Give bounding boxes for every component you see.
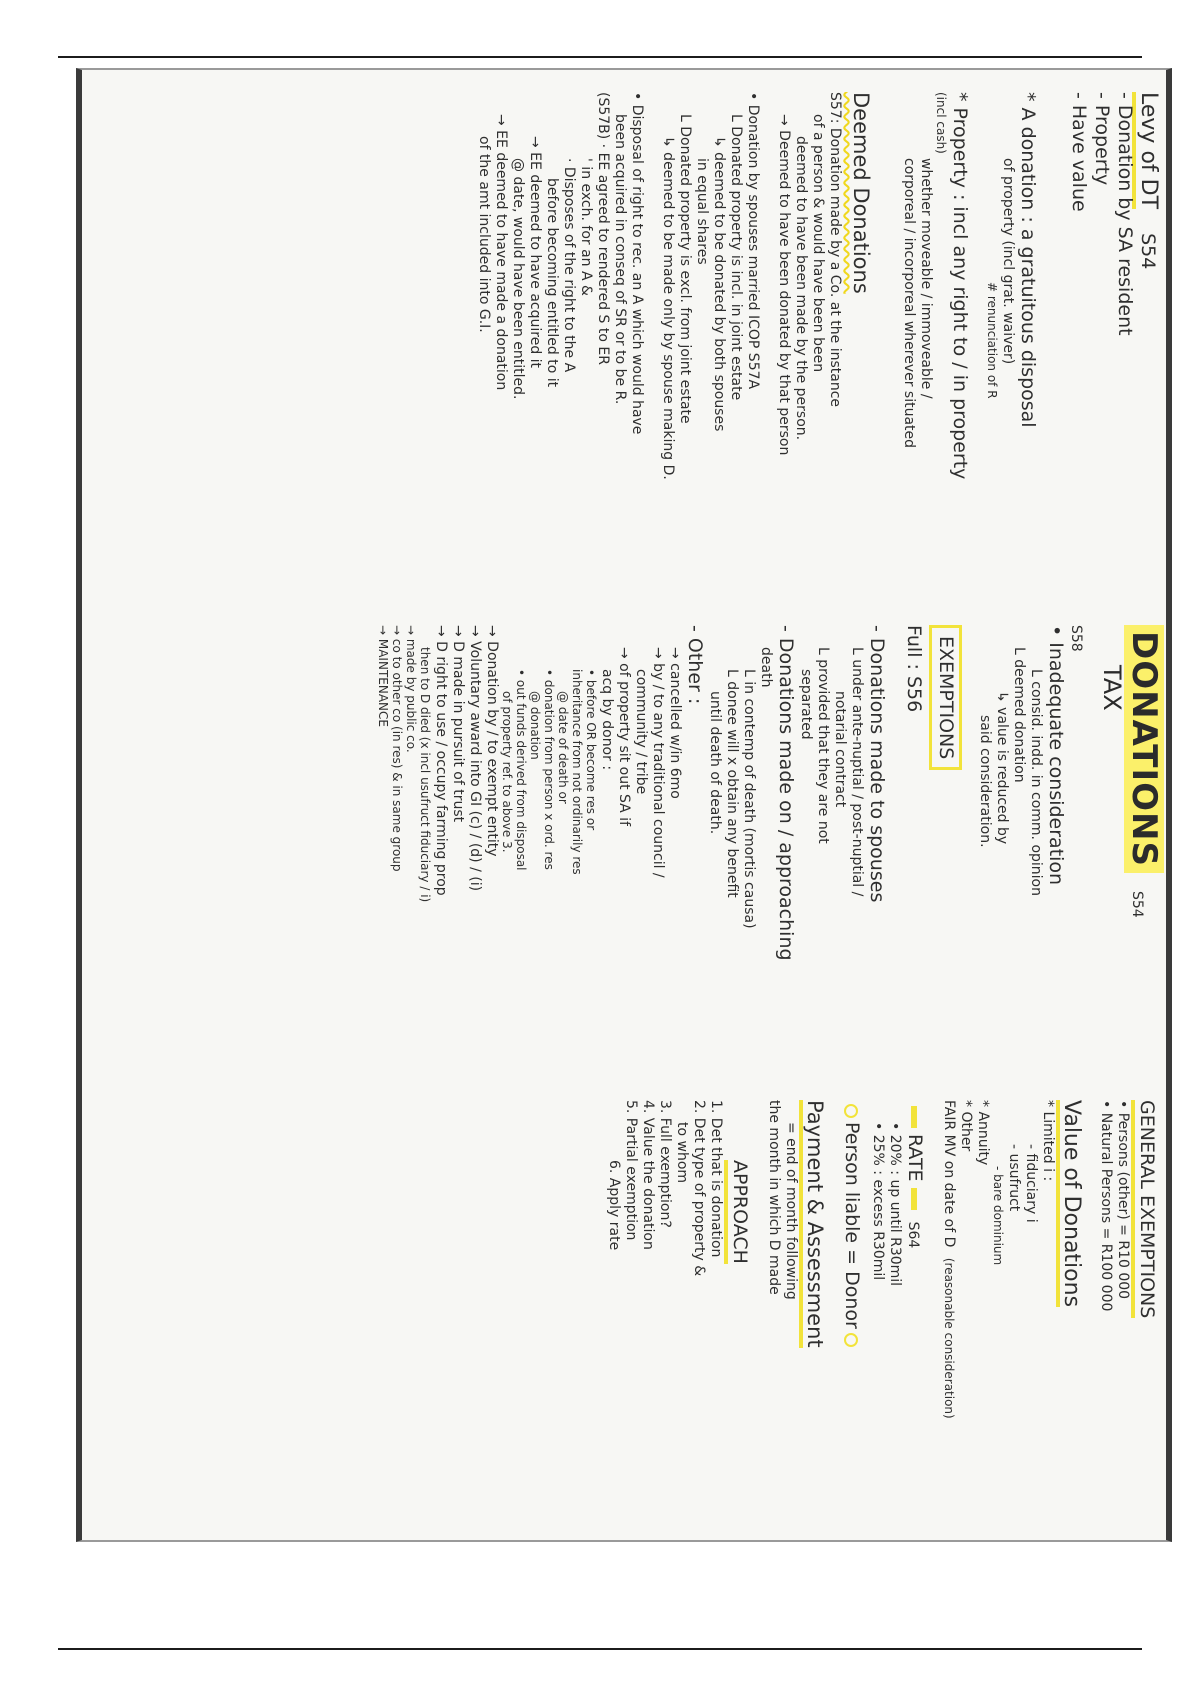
donation-def-line-1: * A donation : a gratuitous disposal [1017,92,1039,428]
rate-line-2: • 25% : excess R30mil [870,1122,886,1281]
notes-column-middle [376,625,1166,1085]
disposal-line-6: before becoming entitled to it [544,178,560,388]
exempt-other-12: of property ref. to above 3. [500,691,514,853]
spouses-line-6: ↳ deemed to be made only by spouse making D. [660,136,676,480]
page-bottom-rule [58,1648,1142,1650]
disposal-line-1: • Disposal of right to rec. an A which would have [629,92,645,435]
exempt-spouses-4: L provided that they are not [815,647,831,844]
general-exemption-2: • Natural Persons = R100 000 [1098,1100,1114,1312]
exempt-death-1: - Donations made on / approaching [775,625,797,961]
page-subtitle: TAX [1098,665,1126,711]
value-limited: * Limited i : [1040,1100,1056,1182]
disposal-line-4: ' in exch. for an A & [578,158,594,296]
inadequate-line-4: ↳ value is reduced by [994,691,1010,845]
property-def-line-3: corporeal / incorporeal wherever situated [901,158,917,449]
approach-step-1: 1. Det that is donation [708,1100,724,1258]
levy-heading-row [1136,92,1160,612]
approach-step-4: 4. Value the donation [640,1100,656,1250]
exempt-other-2: → by / to any traditional council / [650,647,666,878]
value-fmv-row [940,1100,957,1520]
general-exemption-1: • Persons (other) = R10 000 [1115,1100,1131,1300]
payment-line-1: = end of month following [783,1122,799,1300]
s57-line-4: → Deemed to have been donated by that person [776,114,792,456]
value-fmv: FAIR MV on date of D [941,1100,957,1248]
exemptions-heading: EXEMPTIONS [929,625,962,770]
exempt-other-6: • before OR become res or [584,669,598,831]
rate-label: RATE [904,1134,926,1182]
disposal-line-9: → EE deemed to have made a donation [493,114,509,391]
rate-ref: S64 [905,1221,921,1249]
exempt-other-5: acq by donor : [599,669,615,771]
exempt-death-5: until death of death. [707,691,723,835]
inadequate-ref: S58 [1068,625,1084,652]
spouses-line-4: in equal shares [694,158,710,265]
exempt-other-3: community / tribe [633,669,649,795]
disposal-line-2: been acquired in conseq of SR or to be R. [612,114,628,405]
exempt-spouses-3: notarial contract [832,691,848,808]
rate-line-1: • 20% : up until R30mil [887,1122,903,1287]
inadequate-line-2: L consid. indd. in comm. opinion [1028,669,1044,896]
disposal-line-5: · Disposes of the right to the A [561,158,577,373]
exempt-other-1: → cancelled w/in 6mo [667,647,683,799]
donation-def-line-2: of property (incl grat. waiver) [1000,158,1016,365]
payment-heading: Payment & Assessment [799,1100,826,1348]
title-row [1126,625,1162,1085]
exempt-other-20: → MAINTENANCE [376,625,390,727]
exempt-death-2: death [758,647,774,688]
exempt-other-9: • donation from person x ord. res [542,669,556,870]
approach-step-6: 6. Apply rate [606,1160,622,1251]
exempt-other-10: @ donation [528,691,542,760]
exempt-other-8: @ date of death or [556,691,570,804]
exempt-other-19: → co to other co (in res) & in same group [390,625,404,872]
exempt-other-4: → of property sit out SA if [616,647,632,826]
person-liable: Person liable = Donor [841,1122,863,1329]
title-ref: S54 [1129,891,1145,918]
exempt-death-4: L donee will x obtain any benefit [724,669,740,898]
value-fmv-note: (reasonable consideration) [942,1257,956,1419]
notes-column-left [475,92,1166,612]
notes-column-right [605,1100,1166,1520]
approach-step-3: 3. Full exemption? [657,1100,673,1228]
exempt-other-14: → Voluntary award into GI (c) / (d) / (i) [467,625,483,892]
approach-step-2: 2. Det type of property & [691,1100,707,1277]
approach-heading: APPROACH [724,1160,751,1264]
payment-line-2: the month in which D made [766,1100,782,1295]
exempt-other-7: inheritance from not ordinarily res [570,669,584,875]
property-def-line-2: whether moveable / immoveable / [918,158,934,399]
exempt-spouses-2: L under ante-nuptial / post-nuptial / [849,647,865,897]
s57-line-1: S57: Donation made by a Co. at the instance [827,92,843,407]
inadequate-label: • Inadequate consideration [1045,625,1067,886]
levy-ref: S54 [1137,233,1159,270]
exempt-other-15: → D made in pursuit of trust [450,625,466,823]
scanned-notes-page [76,68,1172,1542]
inadequate-line-3: L deemed donation [1011,647,1027,783]
disposal-line-10: of the amt included into G.I. [476,136,492,333]
page-title: DONATIONS [1124,625,1164,873]
donation-def-line-3: # renunciation of R [985,282,999,399]
property-def-line-1: * Property : incl any right to / in property [949,92,971,480]
rate-row [903,1100,926,1520]
spouses-line-1: • Donation by spouses married ICOP S57A [745,92,761,390]
disposal-line-3: (S57B) · EE agreed to rendered S to ER [595,92,611,365]
exempt-other: - Other : [684,625,706,705]
exempt-other-11: • out funds derived from disposal [514,669,528,871]
value-fiduciary: - fiduciary i [1023,1144,1039,1223]
spouses-line-2: L Donated property is incl. in joint estate [728,114,744,401]
s57-line-3: deemed to have been made by the person. [793,136,809,441]
s57-line-2: of a person & would have been been [810,114,826,373]
exemptions-box-row [929,625,962,1085]
levy-heading: Levy of DT [1132,92,1161,209]
exempt-other-18: → made by public co. [404,625,418,753]
exempt-death-3: L in contemp of death (mortis causa) [741,669,757,929]
exempt-spouses-5: separated [798,669,814,740]
disposal-line-8: @ date, would have been entitled. [510,158,526,400]
page-top-rule [58,56,1142,58]
rotated-notes-sheet [82,70,1166,1540]
inadequate-line-5: said consideration. [977,715,993,848]
exempt-other-13: → Donation by / to exempt entity [484,625,500,857]
deemed-donations-heading: Deemed Donations [849,92,873,294]
full-exemption-ref: Full : S56 [903,625,925,713]
value-usufruct: - usufruct [1006,1144,1022,1212]
exempt-other-16: → D right to use / occupy farming prop [433,625,449,896]
exempt-spouses-1: - Donations made to spouses [866,625,888,903]
value-heading: Value of Donations [1056,1100,1083,1307]
levy-item-2: - Property [1091,92,1113,186]
value-annuity: * Annuity [975,1100,991,1166]
levy-item-1: - Donation by SA resident [1114,92,1136,336]
exempt-other-17: then to D died (x incl usufruct fiduciary / i) [418,647,432,903]
spouses-line-3: ↳ deemed to be donated by both spouses [711,136,727,432]
value-other: * Other [958,1100,974,1152]
approach-step-2b: to whom [674,1122,690,1184]
value-bare-dominium: - bare dominium [991,1166,1005,1266]
levy-item-3: - Have value [1068,92,1090,212]
property-def-cash: (incl cash) [934,92,948,154]
general-exemptions-heading: GENERAL EXEMPTIONS [1131,1100,1158,1318]
liable-row [840,1100,863,1520]
spouses-line-5: L Donated property is excl. from joint estate [677,114,693,424]
approach-step-5: 5. Partial exemption [623,1100,639,1241]
disposal-line-7: → EE deemed to have acquired it [527,136,543,369]
